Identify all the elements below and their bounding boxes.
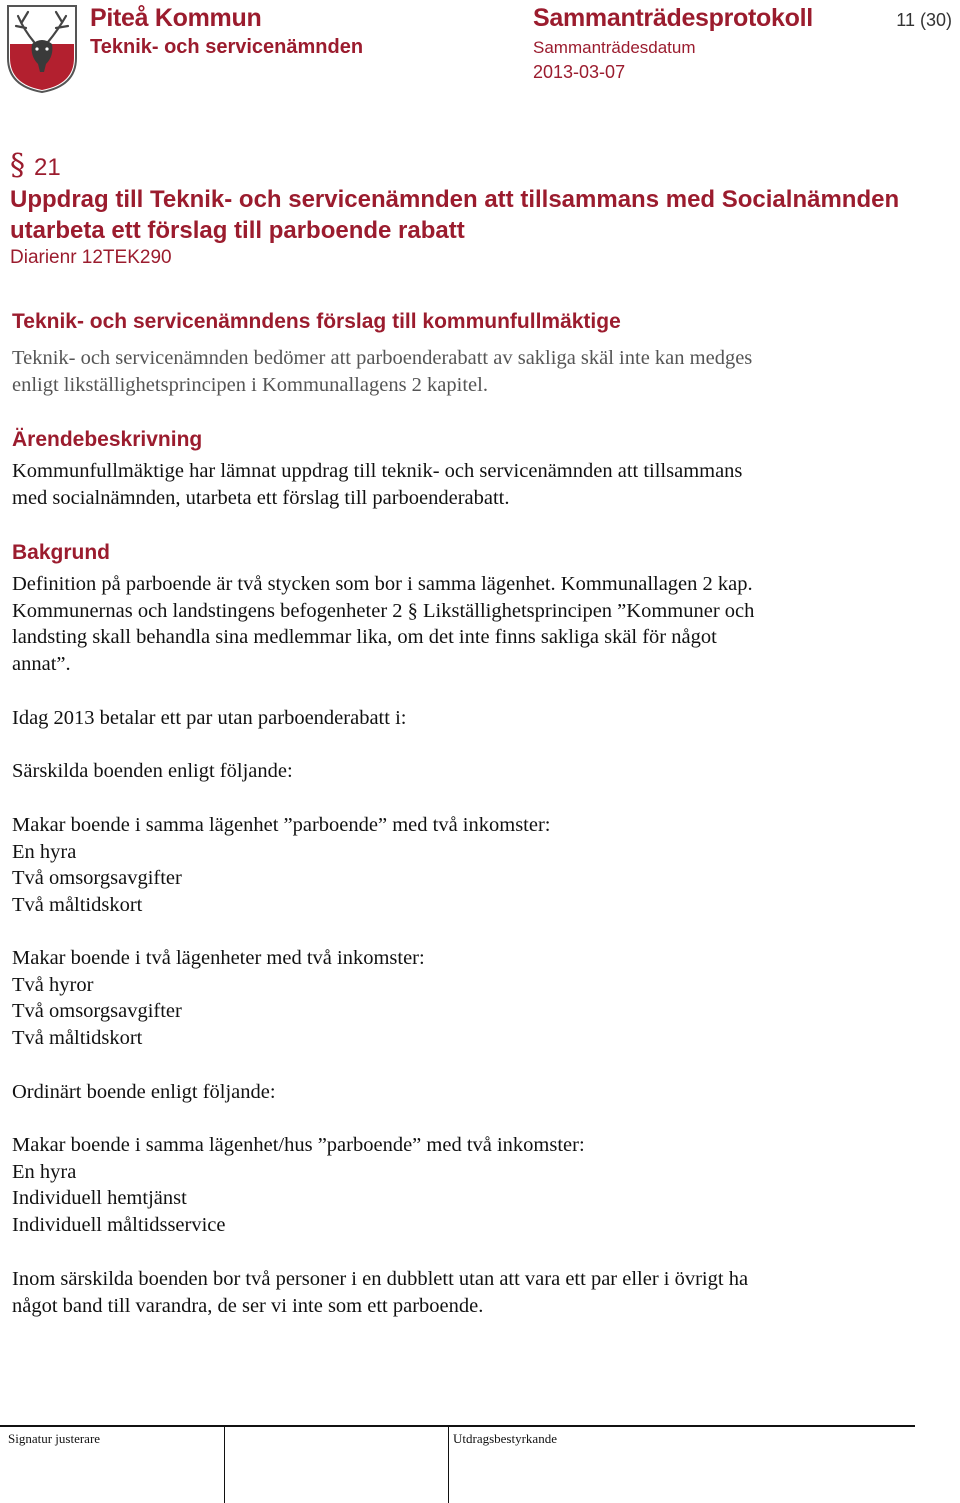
footer-column-divider <box>224 1426 225 1503</box>
proposal-text <box>12 345 872 398</box>
text-line: annat”. <box>12 652 71 675</box>
extract-certification-label: Utdragsbestyrkande <box>453 1431 557 1446</box>
list-item: Makar boende i samma lägenhet ”parboende” med två inkomster: <box>12 814 551 836</box>
footer-column-divider <box>448 1426 449 1503</box>
list-item: Två hyror <box>12 973 94 996</box>
special-housing-group-2 <box>12 945 872 1051</box>
section-number: 21 <box>34 154 61 181</box>
text-line: Definition på parboende är två stycken som bor i samma lägenhet. Kommunallagen 2 kap. <box>12 573 753 595</box>
special-housing-group-1 <box>12 812 872 918</box>
list-item: Två måltidskort <box>12 893 143 916</box>
description-heading: Ärendebeskrivning <box>12 428 203 451</box>
list-item: Individuell måltidsservice <box>12 1213 226 1236</box>
list-item: Två omsorgsavgifter <box>12 1000 182 1022</box>
section-sign: § <box>10 148 25 183</box>
text-line: något band till varandra, de ser vi inte som ett parboende. <box>12 1294 484 1317</box>
signature-label: Signatur justerare <box>8 1431 101 1446</box>
background-text <box>12 571 872 677</box>
text-line: enligt likställighetsprincipen i Kommunallagens 2 kapitel. <box>12 373 488 396</box>
list-item: Individuell hemtjänst <box>12 1187 187 1209</box>
text-line: med socialnämnden, utarbeta ett förslag till parboenderabatt. <box>12 486 510 509</box>
background-heading: Bakgrund <box>12 541 111 564</box>
page-number: 11 (30) <box>896 10 952 30</box>
text-line: Kommunernas och landstingens befogenheter 2 § Likställighetsprincipen ”Kommuner och <box>12 599 755 622</box>
footer-divider <box>0 1425 915 1427</box>
document-type: Sammanträdesprotokoll <box>533 4 813 32</box>
organization-name: Piteå Kommun <box>90 4 262 32</box>
list-item: En hyra <box>12 840 77 863</box>
description-text <box>12 458 872 511</box>
ordinary-housing-group <box>12 1132 872 1238</box>
list-item: Två måltidskort <box>12 1026 143 1049</box>
text-line: landsting skall behandla sina medlemmar lika, om det inte finns sakliga skäl för något <box>12 626 717 648</box>
text-line: Kommunfullmäktige har lämnat uppdrag till teknik- och servicenämnden att tillsammans <box>12 460 743 482</box>
meeting-date-label: Sammanträdesdatum <box>533 38 696 57</box>
section-title: Uppdrag till Teknik- och servicenämnden att tillsammans med Socialnämnden utarbeta ett förslag till parboende rabatt <box>10 186 900 244</box>
list-item: En hyra <box>12 1160 77 1183</box>
text-line: Teknik- och servicenämnden bedömer att parboenderabatt av sakliga skäl inte kan medges <box>12 347 753 369</box>
meeting-date-value: 2013-03-07 <box>533 62 626 82</box>
today-intro: Idag 2013 betalar ett par utan parboenderabatt i: <box>12 707 407 729</box>
list-item: Två omsorgsavgifter <box>12 867 182 889</box>
coat-of-arms-logo <box>4 2 80 94</box>
closing-text <box>12 1266 872 1319</box>
list-item: Makar boende i samma lägenhet/hus ”parboende” med två inkomster: <box>12 1134 585 1156</box>
registration-number: Diarienr 12TEK290 <box>10 247 172 268</box>
text-line: Inom särskilda boenden bor två personer i en dubblett utan att vara ett par eller i övrigt ha <box>12 1268 749 1290</box>
special-housing-intro: Särskilda boenden enligt följande: <box>12 760 293 782</box>
list-item: Makar boende i två lägenheter med två inkomster: <box>12 947 425 969</box>
proposal-heading: Teknik- och servicenämndens förslag till kommunfullmäktige <box>12 310 621 333</box>
ordinary-housing-intro: Ordinärt boende enligt följande: <box>12 1081 276 1103</box>
committee-name: Teknik- och servicenämnden <box>90 36 364 58</box>
